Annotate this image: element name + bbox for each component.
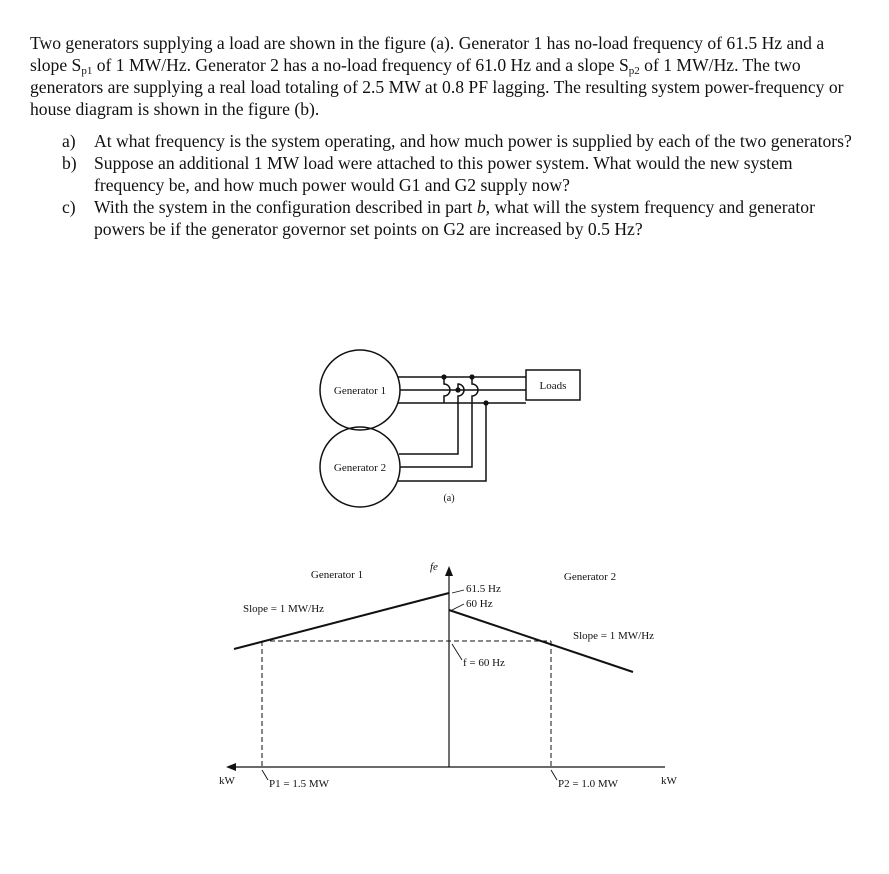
figure-a-caption: (a) (443, 493, 455, 504)
leader-f (452, 644, 462, 660)
figure-b-generator-1-label: Generator 1 (310, 569, 364, 581)
question-marker: b) (62, 153, 77, 173)
leader-sixty (452, 604, 464, 610)
question-text: At what frequency is the system operating, and how much power is supplied by each of the two generators? (94, 131, 852, 151)
junction-dot (483, 400, 488, 405)
leader-p2 (551, 770, 557, 780)
question-marker: c) (62, 197, 76, 217)
question-text: Suppose an additional 1 MW load were attached to this power system. What would the new system frequency be, and how much power would G1 and G2 supply now? (94, 153, 793, 195)
frequency-axis-label: fe (430, 561, 438, 573)
operating-frequency-label: f = 60 Hz (463, 657, 505, 669)
question-marker: a) (62, 131, 76, 151)
leader-noload (452, 590, 464, 593)
slope-subscript-1: p1 (81, 65, 93, 77)
feed-line-3 (399, 384, 464, 454)
question-italic: b (476, 197, 486, 217)
slope-subscript-2: p2 (628, 65, 640, 77)
feed-line-1 (398, 403, 486, 481)
figure-b-generator-2-label: Generator 2 (563, 571, 617, 583)
leader-p1 (262, 770, 268, 780)
intro-text-1: Two generators supplying a load are shown in the figure (a). Generator 1 has no-load frequency of 61.5 Hz and a slope S (30, 33, 825, 75)
p1-label: P1 = 1.5 MW (269, 778, 329, 790)
figure-b-diagram (226, 566, 665, 780)
intro-text-3: of 1 MW/Hz. The two generators are supplying a real load totaling of 2.5 MW at 0.8 PF lagging. The resulting system power-frequency or house diagram is shown in the figure (b). (30, 55, 844, 119)
intro-text-2: of 1 MW/Hz. Generator 2 has a no-load frequency of 61.0 Hz and a slope S (92, 55, 629, 75)
generator-2-label: Generator 2 (333, 462, 387, 474)
generator-1-label: Generator 1 (333, 385, 387, 397)
slope-1-label: Slope = 1 MW/Hz (243, 603, 325, 615)
sixty-hz-label: 60 Hz (466, 598, 493, 610)
junction-dot (441, 374, 446, 379)
loads-label: Loads (539, 380, 567, 392)
noload-frequency-label: 61.5 Hz (466, 583, 501, 595)
kw-axis-arrow-left (226, 763, 236, 771)
kw-label-left: kW (219, 775, 235, 787)
p2-label: P2 = 1.0 MW (558, 778, 618, 790)
junction-dot (455, 387, 460, 392)
question-text: With the system in the configuration described in part (94, 197, 477, 217)
kw-label-right: kW (661, 775, 677, 787)
frequency-axis-arrow (445, 566, 453, 576)
slope-2-label: Slope = 1 MW/Hz (573, 630, 655, 642)
figure-a-circuit (320, 350, 580, 507)
junction-dot (469, 374, 474, 379)
question-text-end: , what will the system frequency and generator powers be if the generator governor set points on G2 are increased by 0.5 Hz? (94, 197, 815, 239)
